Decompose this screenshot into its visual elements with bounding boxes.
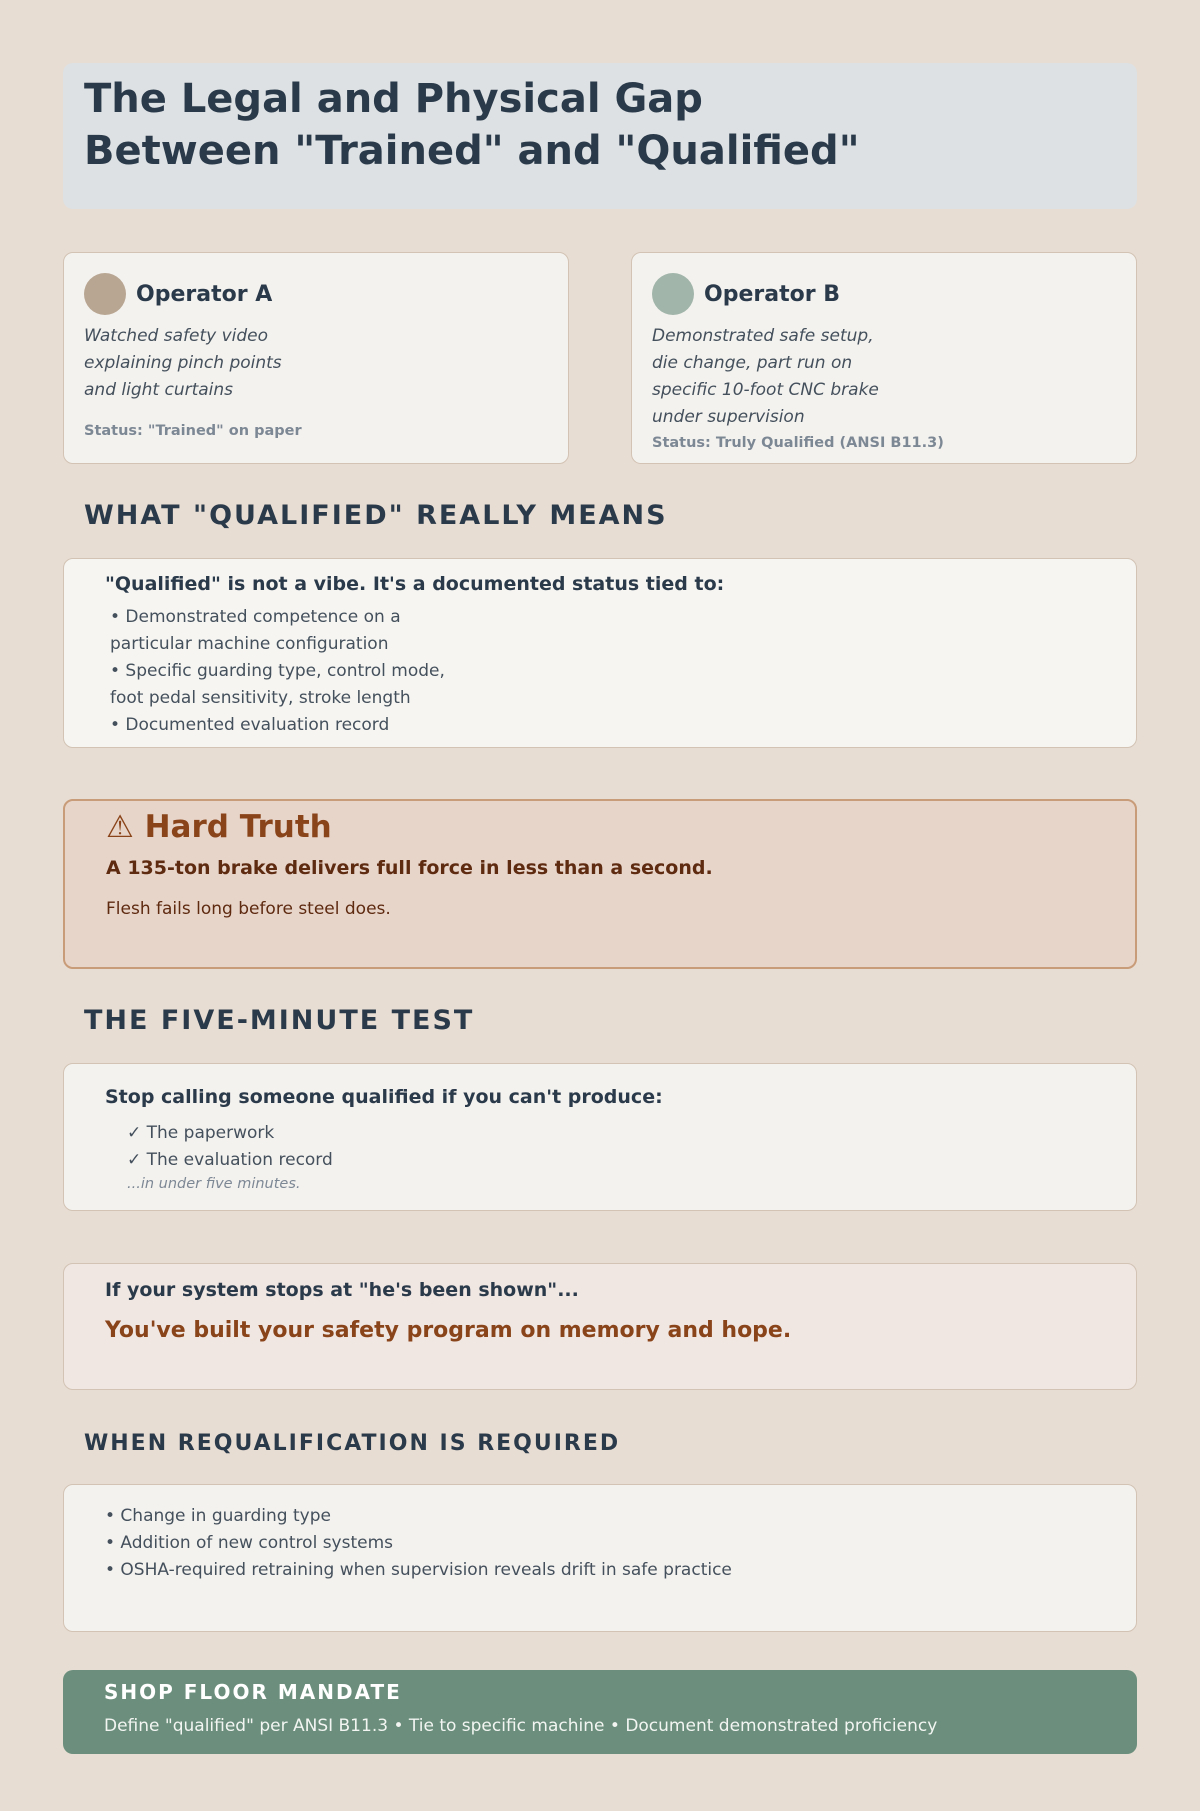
operator-b-description: Demonstrated safe setup, die change, part run on specific 10-foot CNC brake under supervision	[652, 326, 879, 427]
qualified-card	[63, 558, 1137, 748]
hard-truth-card	[63, 799, 1137, 969]
operator-a-avatar	[84, 273, 126, 315]
qualified-heading: WHAT "QUALIFIED" REALLY MEANS	[84, 500, 668, 531]
memory-hope-lead: If your system stops at "he's been shown"...	[105, 1279, 579, 1301]
title-line-1: The Legal and Physical Gap	[84, 76, 703, 122]
list-item: • Change in guarding type	[105, 1506, 331, 1526]
five-minute-heading: THE FIVE-MINUTE TEST	[84, 1005, 475, 1036]
title-banner	[63, 63, 1137, 209]
page-title	[84, 73, 1116, 177]
operator-a-header	[84, 273, 548, 315]
five-minute-footnote: ...in under five minutes.	[127, 1176, 301, 1192]
requalification-heading: WHEN REQUALIFICATION IS REQUIRED	[84, 1431, 621, 1456]
operator-b-status: Status: Truly Qualified (ANSI B11.3)	[652, 435, 944, 451]
list-item: • Demonstrated competence on a particular machine configuration	[110, 607, 401, 654]
five-minute-lead: Stop calling someone qualified if you can't produce:	[105, 1086, 663, 1108]
operator-a-status: Status: "Trained" on paper	[84, 423, 302, 439]
warning-icon: ⚠	[106, 809, 134, 845]
hard-truth-statement: A 135-ton brake delivers full force in less than a second.	[106, 857, 713, 879]
hard-truth-title: Hard Truth	[144, 809, 332, 845]
operator-a-description: Watched safety video explaining pinch points and light curtains	[84, 326, 282, 400]
requalification-card	[63, 1484, 1137, 1632]
title-line-2: Between "Trained" and "Qualified"	[84, 128, 860, 174]
hard-truth-title-row	[106, 809, 1094, 845]
memory-hope-card	[63, 1263, 1137, 1390]
operator-b-card	[631, 252, 1137, 464]
mandate-text: Define "qualified" per ANSI B11.3 • Tie to specific machine • Document demonstrated proficiency	[104, 1716, 938, 1736]
hard-truth-note: Flesh fails long before steel does.	[106, 899, 391, 919]
checklist-item: ✓ The evaluation record	[127, 1150, 333, 1170]
list-item: • Documented evaluation record	[110, 715, 390, 735]
list-item: • OSHA-required retraining when supervision reveals drift in safe practice	[105, 1560, 732, 1580]
five-minute-card	[63, 1063, 1137, 1211]
list-item: • Specific guarding type, control mode, foot pedal sensitivity, stroke length	[110, 661, 445, 708]
qualified-lead: "Qualified" is not a vibe. It's a documented status tied to:	[105, 573, 725, 595]
operator-b-avatar	[652, 273, 694, 315]
requalification-list	[105, 1503, 1095, 1584]
shop-floor-mandate-banner	[63, 1670, 1137, 1754]
memory-hope-conclusion: You've built your safety program on memory and hope.	[105, 1318, 792, 1343]
operator-b-header	[652, 273, 1116, 315]
qualified-list	[105, 604, 1095, 739]
mandate-title: SHOP FLOOR MANDATE	[104, 1680, 402, 1704]
five-minute-list	[105, 1120, 1095, 1174]
checklist-item: ✓ The paperwork	[127, 1123, 275, 1143]
operator-a-name: Operator A	[136, 281, 273, 307]
operator-b-name: Operator B	[704, 281, 840, 307]
list-item: • Addition of new control systems	[105, 1533, 394, 1553]
operator-a-card	[63, 252, 569, 464]
